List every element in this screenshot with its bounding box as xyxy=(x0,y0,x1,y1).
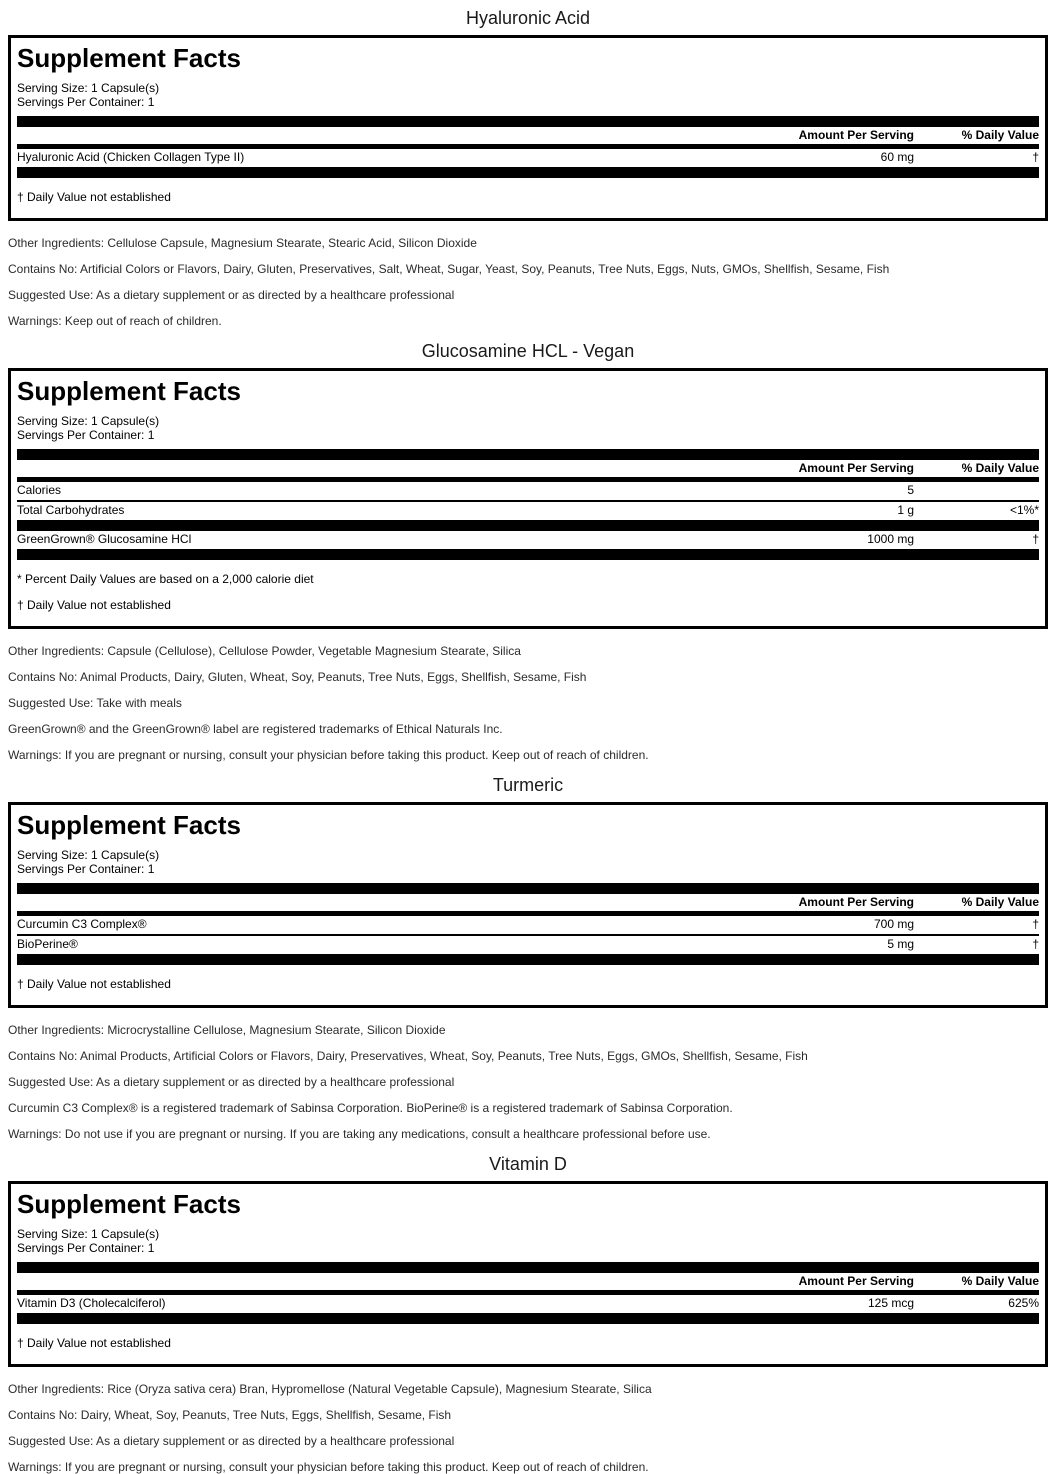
nutrient-group xyxy=(17,1295,1039,1313)
panel-glucosamine-hcl-vegan xyxy=(0,341,1056,762)
supplement-facts-heading: Supplement Facts xyxy=(17,1189,241,1219)
other-ingredients-note: Other Ingredients: Capsule (Cellulose), Cellulose Powder, Vegetable Magnesium Stearate, Silica xyxy=(8,644,521,658)
column-amount-per-serving: Amount Per Serving xyxy=(798,1274,914,1288)
contains-no-note: Contains No: Dairy, Wheat, Soy, Peanuts, Tree Nuts, Eggs, Shellfish, Sesame, Fish xyxy=(8,1408,452,1422)
footnote-daily-value: † Daily Value not established xyxy=(17,977,171,991)
serving-size: Serving Size: 1 Capsule(s) xyxy=(17,81,160,95)
footnote-daily-value: † Daily Value not established xyxy=(17,190,171,204)
divider-bar-thick xyxy=(17,883,1039,894)
column-headers xyxy=(17,127,1039,144)
column-headers xyxy=(17,460,1039,477)
serving-size: Serving Size: 1 Capsule(s) xyxy=(17,848,160,862)
supplement-facts-heading: Supplement Facts xyxy=(17,43,241,73)
nutrient-name: Curcumin C3 Complex® xyxy=(17,917,147,931)
other-ingredients-note: Other Ingredients: Rice (Oryza sativa cera) Bran, Hypromellose (Natural Vegetable Capsule), Magnesium Stearate, Silica xyxy=(8,1382,652,1396)
panel-title: Turmeric xyxy=(492,775,564,795)
supplement-facts-box xyxy=(8,802,1048,1008)
column-daily-value: % Daily Value xyxy=(961,1274,1039,1288)
nutrient-name: Vitamin D3 (Cholecalciferol) xyxy=(17,1296,166,1310)
warnings-note: Warnings: Do not use if you are pregnant or nursing. If you are taking any medications, consult a healthcare professional before use. xyxy=(8,1127,711,1141)
trademark-note: Curcumin C3 Complex® is a registered trademark of Sabinsa Corporation. BioPerine® is a registered trademark of Sabinsa Corporation. xyxy=(8,1101,733,1115)
servings-per-container: Servings Per Container: 1 xyxy=(17,862,155,876)
nutrient-group xyxy=(17,916,1039,954)
nutrient-row xyxy=(17,482,1039,500)
suggested-use-note: Suggested Use: Take with meals xyxy=(8,696,182,710)
nutrient-row xyxy=(17,916,1039,934)
nutrient-name: BioPerine® xyxy=(17,937,78,951)
nutrient-amount: 125 mcg xyxy=(867,1296,914,1310)
nutrient-group xyxy=(17,149,1039,167)
divider-bar-thick xyxy=(17,520,1039,531)
divider-bar-thick xyxy=(17,1262,1039,1273)
servings-per-container: Servings Per Container: 1 xyxy=(17,428,155,442)
column-daily-value: % Daily Value xyxy=(961,461,1039,475)
warnings-note: Warnings: If you are pregnant or nursing, consult your physician before taking this product. Keep out of reach of children. xyxy=(8,748,649,762)
footnote-daily-value: † Daily Value not established xyxy=(17,598,171,612)
warnings-note: Warnings: Keep out of reach of children. xyxy=(8,314,222,328)
column-daily-value: % Daily Value xyxy=(961,128,1039,142)
nutrient-row xyxy=(17,149,1039,167)
divider-bar-thick xyxy=(17,116,1039,127)
nutrient-amount: 1000 mg xyxy=(867,532,914,546)
suggested-use-note: Suggested Use: As a dietary supplement or as directed by a healthcare professional xyxy=(8,1434,455,1448)
panel-title: Glucosamine HCL - Vegan xyxy=(421,341,635,361)
nutrient-row xyxy=(17,934,1039,954)
nutrient-daily-value: † xyxy=(1032,937,1039,951)
nutrient-row xyxy=(17,1295,1039,1313)
supplement-facts-box xyxy=(8,35,1048,221)
nutrient-name: Hyaluronic Acid (Chicken Collagen Type II) xyxy=(17,150,245,164)
serving-size: Serving Size: 1 Capsule(s) xyxy=(17,414,160,428)
nutrient-name: Total Carbohydrates xyxy=(17,503,125,517)
serving-size: Serving Size: 1 Capsule(s) xyxy=(17,1227,160,1241)
nutrient-amount: 5 xyxy=(907,483,914,497)
supplement-facts-heading: Supplement Facts xyxy=(17,810,241,840)
footnote-daily-value: † Daily Value not established xyxy=(17,1336,171,1350)
footnote-percent-daily-values: * Percent Daily Values are based on a 2,000 calorie diet xyxy=(17,572,314,586)
nutrient-row xyxy=(17,531,1039,549)
nutrient-amount: 5 mg xyxy=(887,937,914,951)
servings-per-container: Servings Per Container: 1 xyxy=(17,95,155,109)
warnings-note: Warnings: If you are pregnant or nursing, consult your physician before taking this product. Keep out of reach of children. xyxy=(8,1460,649,1474)
other-ingredients-note: Other Ingredients: Cellulose Capsule, Magnesium Stearate, Stearic Acid, Silicon Dioxide xyxy=(8,236,477,250)
nutrient-daily-value: <1%* xyxy=(1009,503,1039,517)
divider-bar-thick xyxy=(17,167,1039,178)
nutrient-name: GreenGrown® Glucosamine HCl xyxy=(17,532,192,546)
nutrient-daily-value: † xyxy=(1032,150,1039,164)
suggested-use-note: Suggested Use: As a dietary supplement or as directed by a healthcare professional xyxy=(8,1075,455,1089)
panel-vitamin-d xyxy=(0,1154,1056,1474)
panel-title: Vitamin D xyxy=(489,1154,567,1174)
nutrient-name: Calories xyxy=(17,483,62,497)
nutrient-daily-value: † xyxy=(1032,532,1039,546)
contains-no-note: Contains No: Animal Products, Dairy, Gluten, Wheat, Soy, Peanuts, Tree Nuts, Eggs, Shellfish, Sesame, Fish xyxy=(8,670,587,684)
supplement-facts-box xyxy=(8,368,1048,629)
column-headers xyxy=(17,894,1039,911)
contains-no-note: Contains No: Artificial Colors or Flavors, Dairy, Gluten, Preservatives, Salt, Wheat, Sugar, Yeast, Soy, Peanuts, Tree Nuts, Eggs, Nuts, GMOs, Shellfish, Sesame, Fish xyxy=(8,262,890,276)
nutrient-row xyxy=(17,500,1039,520)
nutrient-daily-value: † xyxy=(1032,917,1039,931)
divider-bar-thick xyxy=(17,954,1039,965)
nutrient-daily-value: 625% xyxy=(1008,1296,1039,1310)
contains-no-note: Contains No: Animal Products, Artificial Colors or Flavors, Dairy, Preservatives, Wheat, Soy, Peanuts, Tree Nuts, Eggs, GMOs, Shellfish, Sesame, Fish xyxy=(8,1049,808,1063)
supplement-facts-box xyxy=(8,1181,1048,1367)
nutrient-amount: 700 mg xyxy=(873,917,914,931)
column-headers xyxy=(17,1273,1039,1290)
suggested-use-note: Suggested Use: As a dietary supplement or as directed by a healthcare professional xyxy=(8,288,455,302)
column-daily-value: % Daily Value xyxy=(961,895,1039,909)
column-amount-per-serving: Amount Per Serving xyxy=(798,895,914,909)
other-ingredients-note: Other Ingredients: Microcrystalline Cellulose, Magnesium Stearate, Silicon Dioxide xyxy=(8,1023,446,1037)
panel-turmeric xyxy=(0,775,1056,1141)
trademark-note: GreenGrown® and the GreenGrown® label are registered trademarks of Ethical Naturals Inc. xyxy=(8,722,503,736)
panel-hyaluronic-acid xyxy=(0,8,1056,328)
divider-bar-thick xyxy=(17,1313,1039,1324)
column-amount-per-serving: Amount Per Serving xyxy=(798,128,914,142)
nutrient-group xyxy=(17,482,1039,520)
servings-per-container: Servings Per Container: 1 xyxy=(17,1241,155,1255)
nutrient-amount: 60 mg xyxy=(880,150,914,164)
divider-bar-thick xyxy=(17,549,1039,560)
nutrient-group xyxy=(17,531,1039,549)
column-amount-per-serving: Amount Per Serving xyxy=(798,461,914,475)
panel-title: Hyaluronic Acid xyxy=(465,8,591,28)
divider-bar-thick xyxy=(17,449,1039,460)
supplement-facts-heading: Supplement Facts xyxy=(17,376,241,406)
nutrient-amount: 1 g xyxy=(897,503,914,517)
